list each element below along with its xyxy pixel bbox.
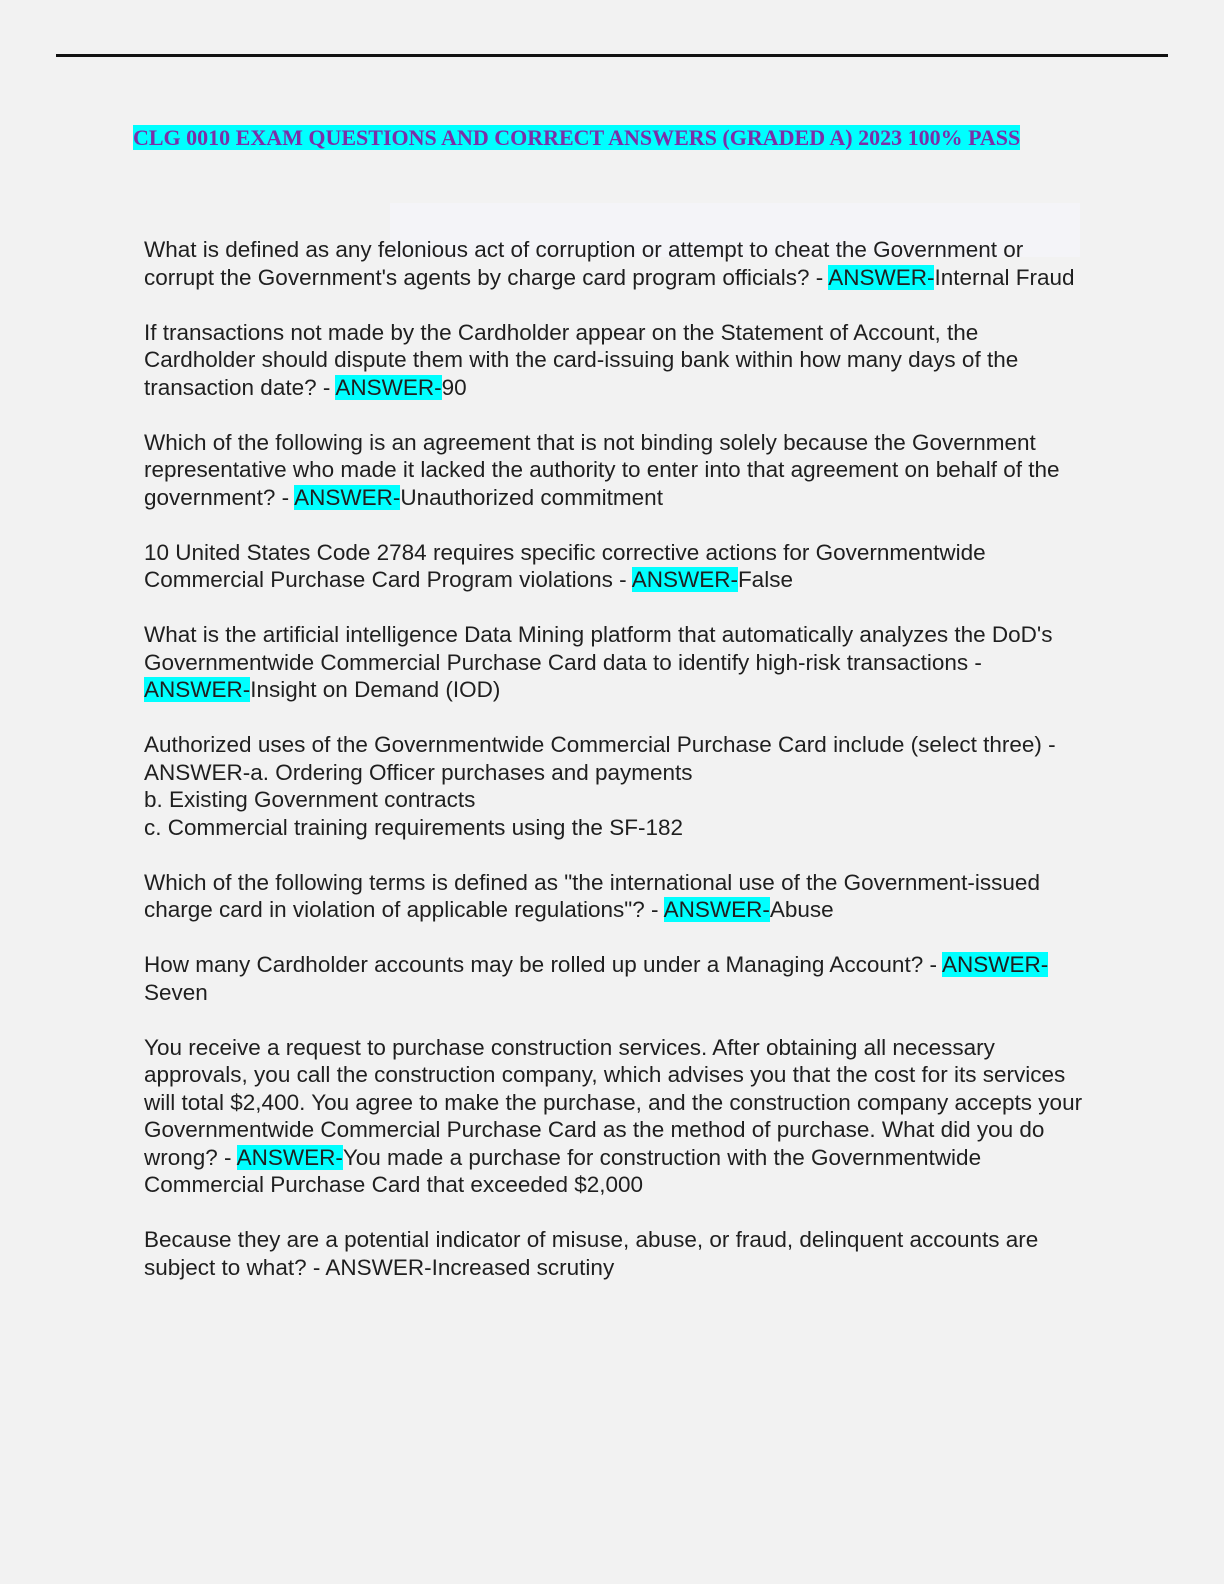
answer-marker: ANSWER- [828, 264, 935, 290]
question-text: What is defined as any felonious act of corruption or attempt to cheat the Government or corrupt the Government's agents by charge card program officials? - [144, 237, 1030, 290]
qa-item [144, 1226, 1084, 1281]
answer-marker: ANSWER- [236, 1144, 343, 1170]
question-text: If transactions not made by the Cardholder appear on the Statement of Account, the Cardholder should dispute them with the card-issuing bank within how many days of the transaction date? - [144, 319, 1025, 400]
answer-marker: ANSWER- [325, 1254, 432, 1280]
document-title [133, 124, 1063, 152]
answer-text: Internal Fraud [934, 264, 1075, 290]
document-title-text: CLG 0010 EXAM QUESTIONS AND CORRECT ANSWERS (GRADED A) 2023 100% PASS [133, 125, 1021, 150]
qa-item [144, 539, 1084, 594]
qa-item [144, 236, 1084, 291]
qa-list [144, 236, 1089, 1309]
answer-text: Seven [144, 979, 208, 1005]
answer-text: a. Ordering Officer purchases and payments b. Existing Government contracts c. Commercial training requirements using the SF-182 [144, 759, 693, 840]
qa-item [144, 951, 1084, 1006]
qa-item [144, 621, 1084, 704]
question-text: 10 United States Code 2784 requires specific corrective actions for Governmentwide Commercial Purchase Card Program violations - [144, 539, 992, 592]
answer-text: Increased scrutiny [431, 1254, 615, 1280]
answer-text: Unauthorized commitment [400, 484, 663, 510]
question-text: Authorized uses of the Governmentwide Commercial Purchase Card include (select three) - [144, 732, 1061, 757]
answer-marker: ANSWER- [941, 952, 1049, 977]
answer-text: False [737, 567, 793, 592]
qa-item [144, 869, 1084, 924]
qa-item [144, 319, 1084, 402]
answer-marker: ANSWER- [144, 759, 251, 785]
question-text: What is the artificial intelligence Data Mining platform that automatically analyzes the DoD's Governmentwide Commercial Purchase Card data to identify high-risk transactions - [144, 622, 1059, 675]
answer-marker: ANSWER- [631, 567, 738, 592]
answer-text: Insight on Demand (IOD) [250, 677, 501, 702]
qa-item [144, 429, 1084, 512]
qa-item [144, 731, 1084, 841]
answer-text: You made a purchase for construction with the Governmentwide Commercial Purchase Card that exceeded $2,000 [144, 1144, 988, 1197]
answer-marker: ANSWER- [294, 484, 401, 510]
question-text: You receive a request to purchase construction services. After obtaining all necessary approvals, you call the construction company, which advises you that the cost for its services will total $2,400. You agree to make the purchase, and the construction company accepts your Governmentwide Commercial Purchase Card as the method of purchase. What did you do wrong? - [144, 1034, 1089, 1170]
question-text: Which of the following terms is defined as "the international use of the Government-issued charge card in violation of applicable regulations"? - [144, 869, 1047, 922]
answer-text: 90 [441, 374, 467, 400]
question-text: How many Cardholder accounts may be rolled up under a Managing Account? - [144, 952, 942, 977]
question-text: Because they are a potential indicator of misuse, abuse, or fraud, delinquent accounts are subject to what? - [144, 1227, 1045, 1280]
answer-marker: ANSWER- [663, 897, 770, 922]
qa-item [144, 1034, 1089, 1199]
header-rule [56, 54, 1168, 57]
question-text: Which of the following is an agreement that is not binding solely because the Government representative who made it lacked the authority to enter into that agreement on behalf of the government? - [144, 429, 1066, 510]
answer-marker: ANSWER- [335, 374, 442, 400]
answer-text: Abuse [769, 897, 834, 922]
answer-marker: ANSWER- [144, 677, 251, 702]
